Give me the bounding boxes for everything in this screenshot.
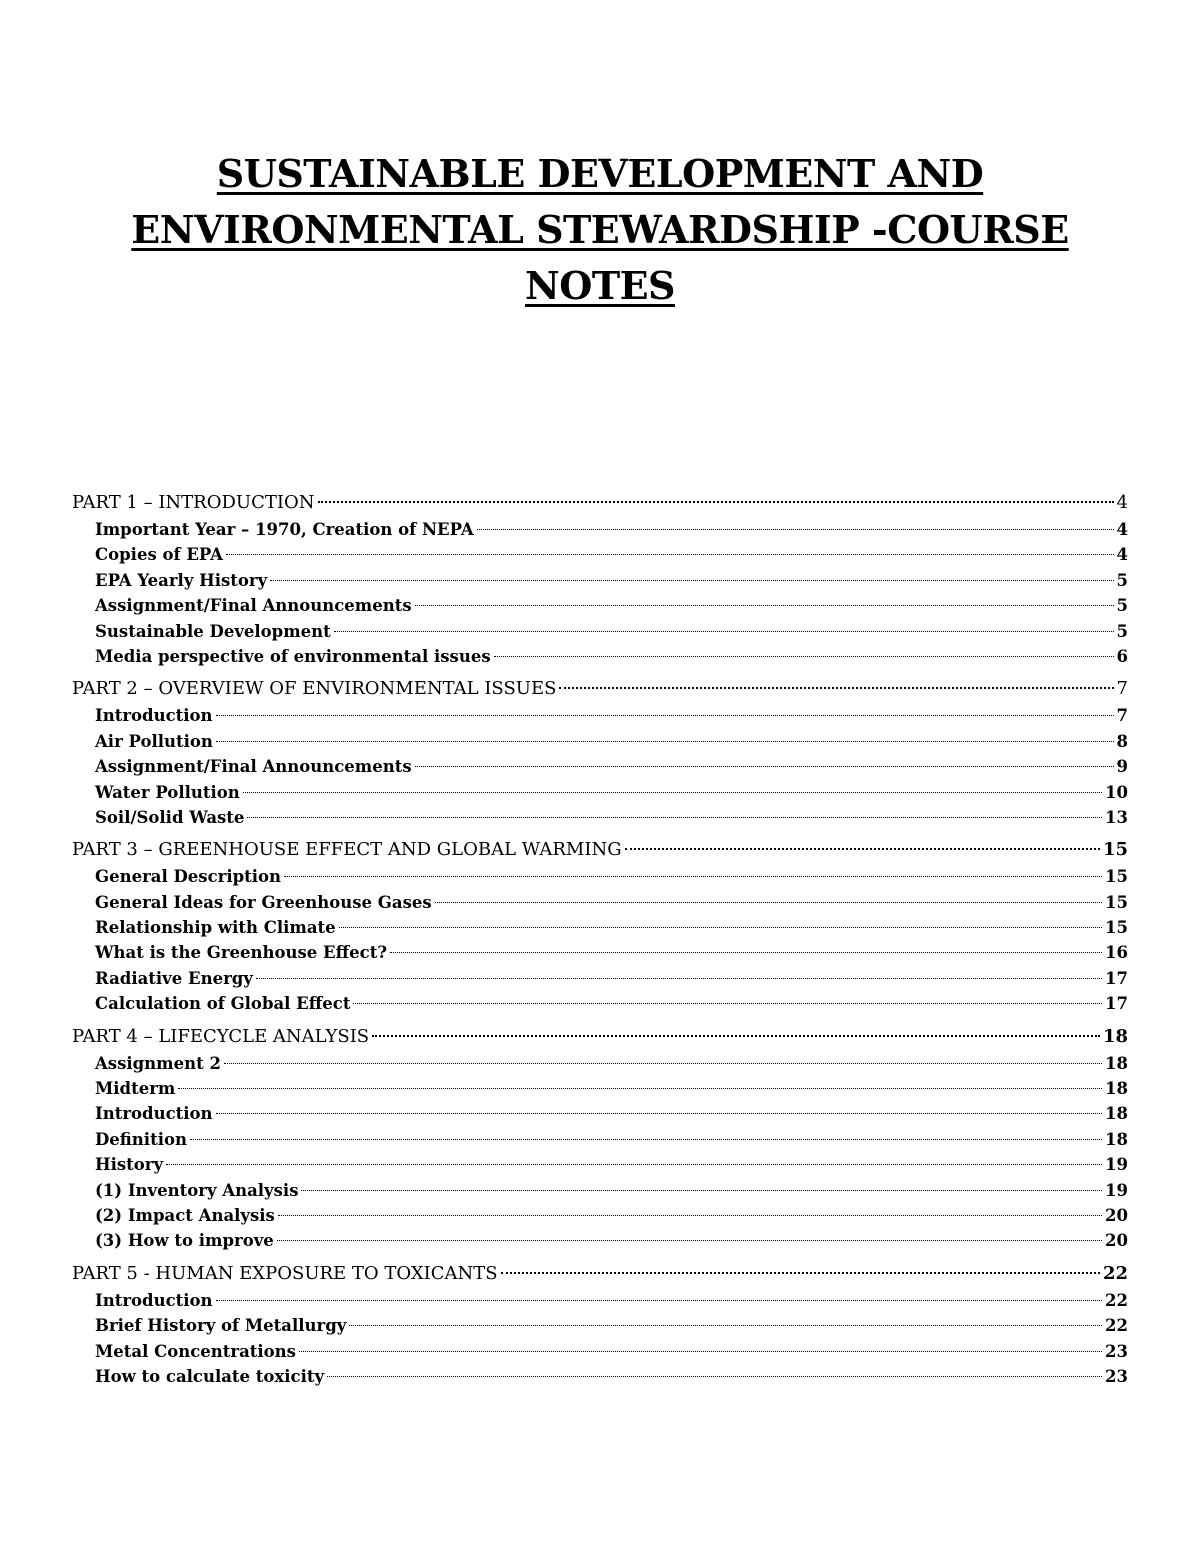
toc-dot-leader bbox=[339, 927, 1102, 928]
toc-dot-leader bbox=[270, 580, 1113, 581]
toc-entry-page-number: 5 bbox=[1116, 596, 1128, 616]
toc-entry-title: Relationship with Climate bbox=[95, 918, 336, 938]
toc-part-heading[interactable] bbox=[72, 489, 1128, 517]
toc-entry-page-number: 4 bbox=[1116, 545, 1128, 565]
toc-part-section bbox=[72, 489, 1128, 669]
toc-dot-leader bbox=[278, 1215, 1102, 1216]
toc-dot-leader bbox=[284, 876, 1102, 877]
title-line-2: ENVIRONMENTAL STEWARDSHIP -COURSE bbox=[131, 207, 1069, 252]
toc-dot-leader bbox=[190, 1139, 1102, 1140]
toc-entry-page-number: 15 bbox=[1105, 892, 1128, 912]
toc-dot-leader bbox=[318, 501, 1114, 503]
toc-entry-page-number: 19 bbox=[1105, 1155, 1128, 1175]
toc-part-section bbox=[72, 675, 1128, 830]
toc-entry-title: Soil/Solid Waste bbox=[95, 807, 245, 827]
toc-entry[interactable] bbox=[72, 517, 1128, 542]
toc-entry-title: (3) How to improve bbox=[95, 1231, 274, 1251]
toc-dot-leader bbox=[477, 529, 1114, 530]
toc-entry[interactable] bbox=[72, 644, 1128, 669]
toc-entry[interactable] bbox=[72, 1076, 1128, 1101]
toc-dot-leader bbox=[559, 687, 1113, 689]
toc-part-title: PART 3 – GREENHOUSE EFFECT AND GLOBAL WARMING bbox=[72, 839, 622, 861]
toc-entry-page-number: 20 bbox=[1105, 1231, 1128, 1251]
toc-entry-title: General Ideas for Greenhouse Gases bbox=[95, 892, 432, 912]
toc-entry-title: Media perspective of environmental issues bbox=[95, 646, 491, 666]
toc-entry-page-number: 9 bbox=[1116, 757, 1128, 777]
toc-entry-title: Important Year – 1970, Creation of NEPA bbox=[95, 520, 474, 539]
toc-entry-title: What is the Greenhouse Effect? bbox=[95, 943, 388, 963]
toc-entry-page-number: 10 bbox=[1105, 782, 1128, 802]
toc-entry[interactable] bbox=[72, 1178, 1128, 1203]
toc-part-section bbox=[72, 1260, 1128, 1390]
toc-entry[interactable] bbox=[72, 1228, 1128, 1253]
toc-entry-title: Calculation of Global Effect bbox=[95, 994, 351, 1014]
toc-entry-title: Definition bbox=[95, 1129, 187, 1149]
toc-entry[interactable] bbox=[72, 1313, 1128, 1338]
toc-entry[interactable] bbox=[72, 542, 1128, 567]
toc-dot-leader bbox=[216, 715, 1114, 716]
toc-dot-leader bbox=[415, 605, 1114, 606]
toc-dot-leader bbox=[166, 1164, 1102, 1165]
toc-part-heading[interactable] bbox=[72, 836, 1128, 864]
toc-entry-page-number: 5 bbox=[1116, 570, 1128, 590]
toc-part-section bbox=[72, 1023, 1128, 1254]
toc-entry-page-number: 5 bbox=[1116, 621, 1128, 641]
toc-entry-title: Introduction bbox=[95, 1290, 213, 1310]
toc-entry-page-number: 22 bbox=[1105, 1290, 1128, 1310]
toc-entry-title: General Description bbox=[95, 867, 282, 887]
toc-entry-title: History bbox=[95, 1155, 164, 1175]
toc-part-section bbox=[72, 836, 1128, 1016]
toc-entry-page-number: 4 bbox=[1116, 520, 1128, 539]
toc-part-title: PART 1 – INTRODUCTION bbox=[72, 492, 315, 513]
toc-entry[interactable] bbox=[72, 780, 1128, 805]
toc-entry-title: Midterm bbox=[95, 1079, 176, 1099]
toc-dot-leader bbox=[334, 631, 1114, 632]
toc-entry[interactable] bbox=[72, 754, 1128, 779]
toc-dot-leader bbox=[178, 1088, 1102, 1089]
toc-entry-page-number: 19 bbox=[1105, 1180, 1128, 1200]
toc-dot-leader bbox=[372, 1035, 1100, 1037]
toc-entry-page-number: 6 bbox=[1116, 646, 1128, 666]
toc-entry-title: Brief History of Metallurgy bbox=[95, 1316, 347, 1336]
toc-entry[interactable] bbox=[72, 940, 1128, 965]
toc-dot-leader bbox=[390, 952, 1102, 953]
toc-entry[interactable] bbox=[72, 1101, 1128, 1126]
toc-entry[interactable] bbox=[72, 890, 1128, 915]
toc-dot-leader bbox=[216, 1113, 1103, 1114]
toc-entry[interactable] bbox=[72, 966, 1128, 991]
toc-dot-leader bbox=[301, 1190, 1102, 1191]
toc-dot-leader bbox=[415, 766, 1114, 767]
toc-entry[interactable] bbox=[72, 1364, 1128, 1389]
toc-entry[interactable] bbox=[72, 619, 1128, 644]
toc-dot-leader bbox=[224, 1063, 1102, 1064]
toc-entry[interactable] bbox=[72, 915, 1128, 940]
toc-entry-title: How to calculate toxicity bbox=[95, 1366, 325, 1386]
toc-entry-title: (1) Inventory Analysis bbox=[95, 1180, 299, 1200]
toc-entry-title: EPA Yearly History bbox=[95, 570, 268, 590]
toc-dot-leader bbox=[226, 554, 1114, 555]
toc-part-title: PART 4 – LIFECYCLE ANALYSIS bbox=[72, 1025, 370, 1047]
toc-dot-leader bbox=[353, 1003, 1102, 1004]
toc-entry-title: Assignment 2 bbox=[95, 1053, 221, 1073]
toc-entry-title: Metal Concentrations bbox=[95, 1341, 296, 1361]
toc-entry[interactable] bbox=[72, 864, 1128, 889]
toc-entry[interactable] bbox=[72, 805, 1128, 830]
toc-entry-title: Copies of EPA bbox=[95, 545, 223, 565]
toc-entry-page-number: 23 bbox=[1105, 1366, 1128, 1386]
toc-part-heading[interactable] bbox=[72, 1260, 1128, 1288]
toc-entry-title: (2) Impact Analysis bbox=[95, 1205, 275, 1225]
toc-entry-title: Assignment/Final Announcements bbox=[95, 596, 412, 616]
toc-entry-page-number: 18 bbox=[1105, 1104, 1128, 1124]
toc-entry-page-number: 22 bbox=[1105, 1316, 1128, 1336]
toc-dot-leader bbox=[256, 978, 1102, 979]
toc-dot-leader bbox=[299, 1351, 1102, 1352]
toc-dot-leader bbox=[277, 1240, 1102, 1241]
toc-dot-leader bbox=[327, 1376, 1102, 1377]
toc-entry-page-number: 23 bbox=[1105, 1341, 1128, 1361]
toc-entry-title: Introduction bbox=[95, 1104, 213, 1124]
toc-entry-page-number: 7 bbox=[1116, 706, 1128, 726]
toc-entry-page-number: 8 bbox=[1116, 731, 1128, 751]
toc-entry[interactable] bbox=[72, 1339, 1128, 1364]
toc-entry[interactable] bbox=[72, 568, 1128, 593]
toc-dot-leader bbox=[349, 1325, 1102, 1326]
toc-entry[interactable] bbox=[72, 991, 1128, 1016]
toc-entry[interactable] bbox=[72, 593, 1128, 618]
toc-dot-leader bbox=[216, 1300, 1103, 1301]
toc-entry[interactable] bbox=[72, 729, 1128, 754]
toc-entry-page-number: 18 bbox=[1105, 1079, 1128, 1099]
toc-entry[interactable] bbox=[72, 1152, 1128, 1177]
toc-dot-leader bbox=[247, 817, 1102, 818]
document-title bbox=[100, 146, 1100, 314]
toc-part-heading[interactable] bbox=[72, 675, 1128, 703]
toc-dot-leader bbox=[625, 848, 1100, 850]
title-line-3: NOTES bbox=[524, 263, 676, 308]
toc-entry-page-number: 18 bbox=[1105, 1053, 1128, 1073]
toc-entry-title: Water Pollution bbox=[95, 782, 240, 802]
toc-entry-page-number: 15 bbox=[1105, 918, 1128, 938]
toc-entry[interactable] bbox=[72, 703, 1128, 728]
toc-entry-page-number: 16 bbox=[1105, 943, 1128, 963]
toc-dot-leader bbox=[435, 902, 1102, 903]
toc-dot-leader bbox=[501, 1272, 1100, 1274]
toc-part-page-number: 15 bbox=[1102, 839, 1128, 861]
toc-dot-leader bbox=[243, 792, 1102, 793]
toc-entry-page-number: 18 bbox=[1105, 1129, 1128, 1149]
toc-entry-title: Introduction bbox=[95, 706, 213, 726]
toc-entry-title: Air Pollution bbox=[95, 731, 213, 751]
title-line-1: SUSTAINABLE DEVELOPMENT AND bbox=[216, 151, 984, 196]
toc-entry-page-number: 17 bbox=[1105, 994, 1128, 1014]
toc-entry[interactable] bbox=[72, 1203, 1128, 1228]
toc-dot-leader bbox=[494, 656, 1114, 657]
toc-entry[interactable] bbox=[72, 1051, 1128, 1076]
table-of-contents bbox=[72, 489, 1128, 1395]
toc-part-title: PART 2 – OVERVIEW OF ENVIRONMENTAL ISSUES bbox=[72, 678, 557, 700]
toc-part-page-number: 22 bbox=[1102, 1262, 1128, 1284]
toc-entry-page-number: 13 bbox=[1105, 807, 1128, 827]
toc-part-page-number: 18 bbox=[1102, 1025, 1128, 1047]
toc-entry-page-number: 20 bbox=[1105, 1205, 1128, 1225]
toc-part-page-number: 7 bbox=[1116, 678, 1128, 700]
toc-entry[interactable] bbox=[72, 1288, 1128, 1313]
toc-entry-title: Sustainable Development bbox=[95, 621, 331, 641]
toc-entry-title: Radiative Energy bbox=[95, 968, 253, 988]
toc-part-title: PART 5 - HUMAN EXPOSURE TO TOXICANTS bbox=[72, 1262, 498, 1284]
toc-dot-leader bbox=[216, 741, 1114, 742]
toc-part-page-number: 4 bbox=[1116, 492, 1128, 513]
toc-entry-page-number: 15 bbox=[1105, 867, 1128, 887]
toc-entry-title: Assignment/Final Announcements bbox=[95, 757, 412, 777]
toc-entry[interactable] bbox=[72, 1127, 1128, 1152]
toc-part-heading[interactable] bbox=[72, 1023, 1128, 1051]
toc-entry-page-number: 17 bbox=[1105, 968, 1128, 988]
